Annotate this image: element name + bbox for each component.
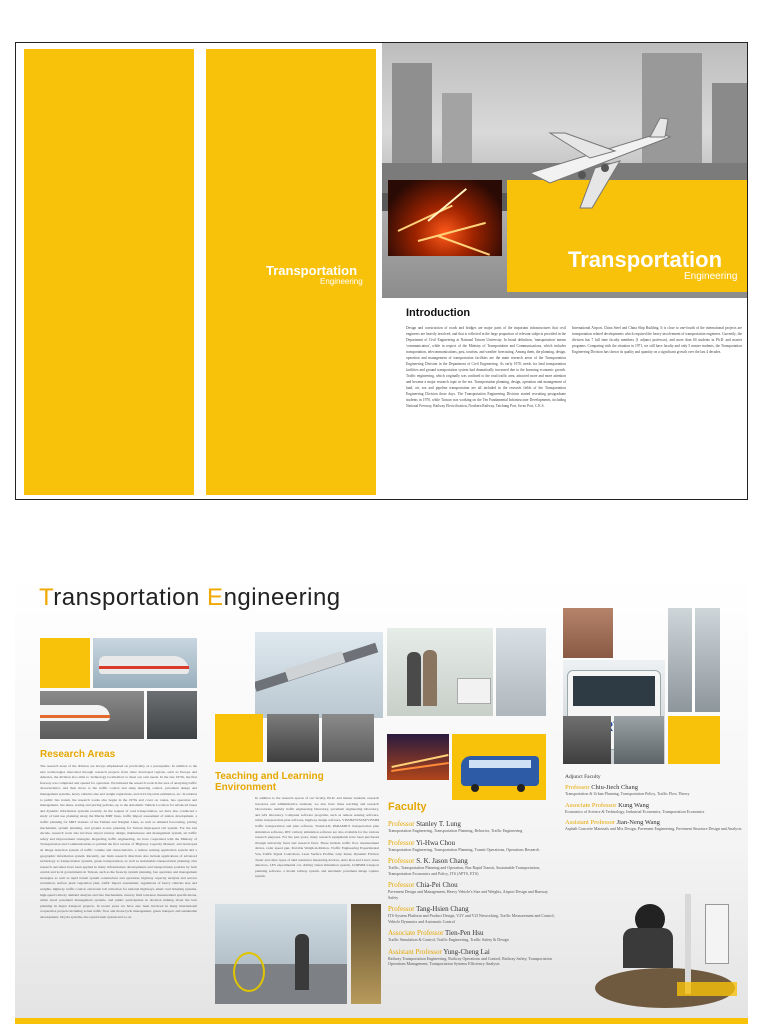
main-title: Transportation Engineering bbox=[39, 584, 341, 611]
introduction-column-1: Design and construction of roads and bridges are major parts of the important infrastructures that civil engineers are heavily involved, and that is reflected in the large proportion of relevant subjects provided in the Department of Civil Engineering at National Taiwan University. In broad definition, 'transportation' means 'communication', while in respect of the Ministry of Transportation and Communications, which includes transportation, telecommunications, post, tourism, and weather forecasting. Among them, the planning, design, operation and management of transportation facilities are the main research areas of the Transportation Engineering Division in the Department of Civil Engineering. As early 1970, needs for land transportation facilities and ground transportation system had dramatically increased due to the booming economic growth. Traffic engineering, which originally was confined to the road traffic area, attracted more and more attention and became a major research topic in the era. Transportation planning, design, operation and management of land, air, sea and pipeline transportation are all included in the research fields of the Transportation Engineering Division these days. The Transportation Engineering Division started recruiting postgraduate students in 1970, while Taiwan was working on the Ten Fundamental Infrastructure Developments, including National Freeway, Railway Electrification, Northern Railway, Taichung Port, Su-ao Port, C.K.S. bbox=[406, 326, 566, 408]
cover-subtitle: Engineering bbox=[684, 271, 738, 282]
elevated-railway-photo bbox=[255, 632, 383, 718]
lab-photo bbox=[322, 714, 374, 762]
yellow-footer-bar bbox=[15, 1018, 748, 1024]
high-speed-train-photo bbox=[40, 691, 144, 739]
faculty-member: Professor S. K. Jason Chang Traffic, Transportation Planning and Operation, Bus Rapid Transit, Sustainable Transportation, Transportation Economics and Policy, ITS (APTS, ETS) bbox=[388, 857, 540, 876]
faculty-member: Associate Professor Kung Wang Economics of Science & Technology, Industrial Economics, Transportation Economics bbox=[565, 801, 705, 814]
cover-image bbox=[382, 43, 748, 298]
yellow-title-panel bbox=[206, 49, 376, 495]
yellow-back-panel bbox=[24, 49, 194, 495]
faculty-member: Professor Stanley T. Lung Transportation Engineering, Transportation Planning, Behavior, Traffic Engineering bbox=[388, 820, 523, 833]
faculty-member: Professor Chia-Pei Chou Pavement Design and Management, Heavy Vehicle's Size and Weights, Airport Design and Runway Safety bbox=[388, 881, 548, 900]
building-photo bbox=[563, 608, 613, 658]
faculty-member: Professor Yi-Hwa Chou Transportation Engineering, Transportation Planning, Transit Operations, Operations Research bbox=[388, 838, 540, 852]
faculty-member: Associate Professor Tien-Pen Hsu Traffic Simulation & Control, Traffic Engineering, Traffic Safety & Design bbox=[388, 929, 509, 942]
cover-title: Transportation bbox=[568, 247, 723, 272]
research-areas-heading: Research Areas bbox=[40, 749, 116, 760]
road-surface-photo bbox=[614, 716, 664, 764]
faculty-member: Professor Chiu-Jiech Chang Transportation & Urban Planning, Transportation Policy, Traffic Flow Theory bbox=[565, 784, 690, 796]
panel-subtitle: Engineering bbox=[320, 277, 363, 286]
road-lanes-photo bbox=[668, 608, 720, 712]
airplane-photo bbox=[510, 113, 680, 213]
night-highway-photo bbox=[387, 734, 449, 780]
faculty-member: Assistant Professor Jian-Neng Wang Asphalt Concrete Materials and Mix Design, Pavement Engineering, Pavement Structure Design and Analysis bbox=[565, 819, 742, 831]
faculty-member: Assistant Professor Yung-Cheng Lai Railway Transportation Engineering, Railway Operations and Control, Railway Safety, Transportation Operations Management, Transportation Systems Efficiency Analysis bbox=[388, 947, 552, 966]
survey-vehicle-photo bbox=[496, 628, 546, 716]
yellow-square bbox=[215, 714, 263, 762]
panel-title: Transportation bbox=[266, 263, 358, 278]
pavement-testing-photo bbox=[585, 874, 745, 1018]
night-traffic-photo bbox=[388, 180, 502, 256]
research-areas-body: The research areas of the division are always emphasized on practicality as a prerequisite. In addition to the new technologies innovated through research projects from other developed regions, such as Europe and America, the division also aims to 'technology localization' to meet our own needs. In the late 1970s, the first freeway was completed and opened for operation. We initiated the research work in the area of analyzing traffic characteristics, and then move to the traffic control and ramp metering control, pavement design and management systems, heavy vehicles size and weight regulations, and O-D trip table estimation, etc. In relation to public bus transit, the research works also began in the 1970s and cover on routes, bus operation and management, bus lanes, zoning and pricing policies, up to the Automatic Vehicle Location for advanced buses and dynamic information systems recently. At the request of road transportation, we have also conducted a study of land use planning along the Mucha MRT lines, traffic impact assessment of station development, a traffic planning for MRT stations of the Tamsui and Xinghai Lines, as well as demand forecasting, pricing mechanism, system planning, and ground access planning for Taiwan high-speed rail system. For the last decade, research work also involves airport runway design, maintenance and management system, air traffic safety and improvement strategies. Regarding traffic engineering, we have cooperated with the Ministry of Transportation and Communications to publish the first version of 'Highway Capacity Manual', and developed an image detection system of traffic volume and characteristics, a remote sensing application system and a geographic information system. Recently, our main research directions also include applications of advanced technology to transportation systems, green transportation, as well as sustainable transportation planning. Our research outcomes have been applied in many infrastructure developments and transportation policies by both central and local governments in Taiwan, such as the freeway system planning, bus operation and management strategies as well as rapid transit system construction and operation, highway capacity analysis and service evaluation, surface plant vegetation plan, traffic impact assessment, regulations of heavy vehicles size and weights, highway traffic control, electronic toll collection for national highways, smart card ticketing systems, high-speed railway demand analysis and fare mechanisms, runway field tolerance measurement specifications, urban street pavement management systems, and public participation in decision making about the best planning in major transport projects. In recent years we have also been involved in many international cooperative projects including actual traffic flow and motorcycle management, green transport and sustainable development, bicycle systems, bus rapid transit system and so on. bbox=[40, 764, 197, 920]
faculty-heading: Faculty bbox=[388, 801, 427, 813]
teaching-heading: Teaching and Learning Environment bbox=[215, 771, 324, 793]
road-measurement-photo bbox=[215, 904, 347, 1004]
yellow-square bbox=[668, 716, 720, 764]
faculty-list bbox=[388, 820, 558, 972]
brochure-inner-spread bbox=[15, 574, 748, 1024]
brochure-outer-spread bbox=[15, 42, 748, 500]
yellow-square bbox=[40, 638, 90, 688]
bridge-photo bbox=[563, 716, 611, 764]
equipment-photo bbox=[267, 714, 319, 762]
adjunct-heading: Adjunct Faculty bbox=[565, 774, 601, 780]
train-station-photo bbox=[93, 638, 197, 688]
introduction-column-2: International Airport, China Steel and China Ship Building. It is close to one-fourth of the international projects are transportation related developments which required the heavy involvement of transportation engineers. Currently, the division has 7 full time faculty members (1 adjunct professor), and more than 60 students in Ph.D. and master programs. Comparing with the situation in 1971, we still have faculty and only 5 master students, the Transportation Engineering Division has shown its quality and quantity on a significant growth over the last 4 decades. bbox=[572, 326, 742, 354]
tunnel-photo bbox=[351, 904, 381, 1004]
rail-tracks-photo bbox=[147, 691, 197, 739]
teaching-body: In addition to the research spaces of our faculty, Ph.D. and master students, research resources and administrative assistant, we also have these teaching and research laboratories, namely traffic engineering laboratory, pavement engineering laboratory, and GIS laboratory. Computer software programs, such as remote sensing software, urban transportation plan software, highway design software, VISSIM/VISUM/VISSIM traffic transportation and plan software, TransCAD, PARAMICS transportation plan simulation software, RTC railway simulation software are also available for the various research purposes. For the past years, many research equipments have been purchased through university fund and research fund. These include traffic flow measurement device, radar speed gun, Portable Weigh-in-Motion, Traffic Engineering Experimental Van, Traffic Signal Controllers, Laser Surface Profiler, Grip Tester, Dynamic Friction Tester and other types of skid resistance measuring devices, Auto Rod and Level, noise detectors, LPS experimental car, driving visual simulation system, CORSIM transport planning software, a model railway system, and automatic pavement image capture system. bbox=[255, 796, 379, 879]
introduction-heading: Introduction bbox=[406, 307, 471, 319]
faculty-member: Professor Tang-Hsien Chang ITS System Platform and Product Design, V2V and V2I Networking, Traffic Measurement and Control, Vehicle Dynamics and Automatic Control bbox=[388, 905, 555, 924]
adjunct-faculty-list bbox=[565, 774, 745, 837]
brt-bus-photo bbox=[455, 744, 545, 800]
field-survey-photo bbox=[387, 628, 493, 716]
